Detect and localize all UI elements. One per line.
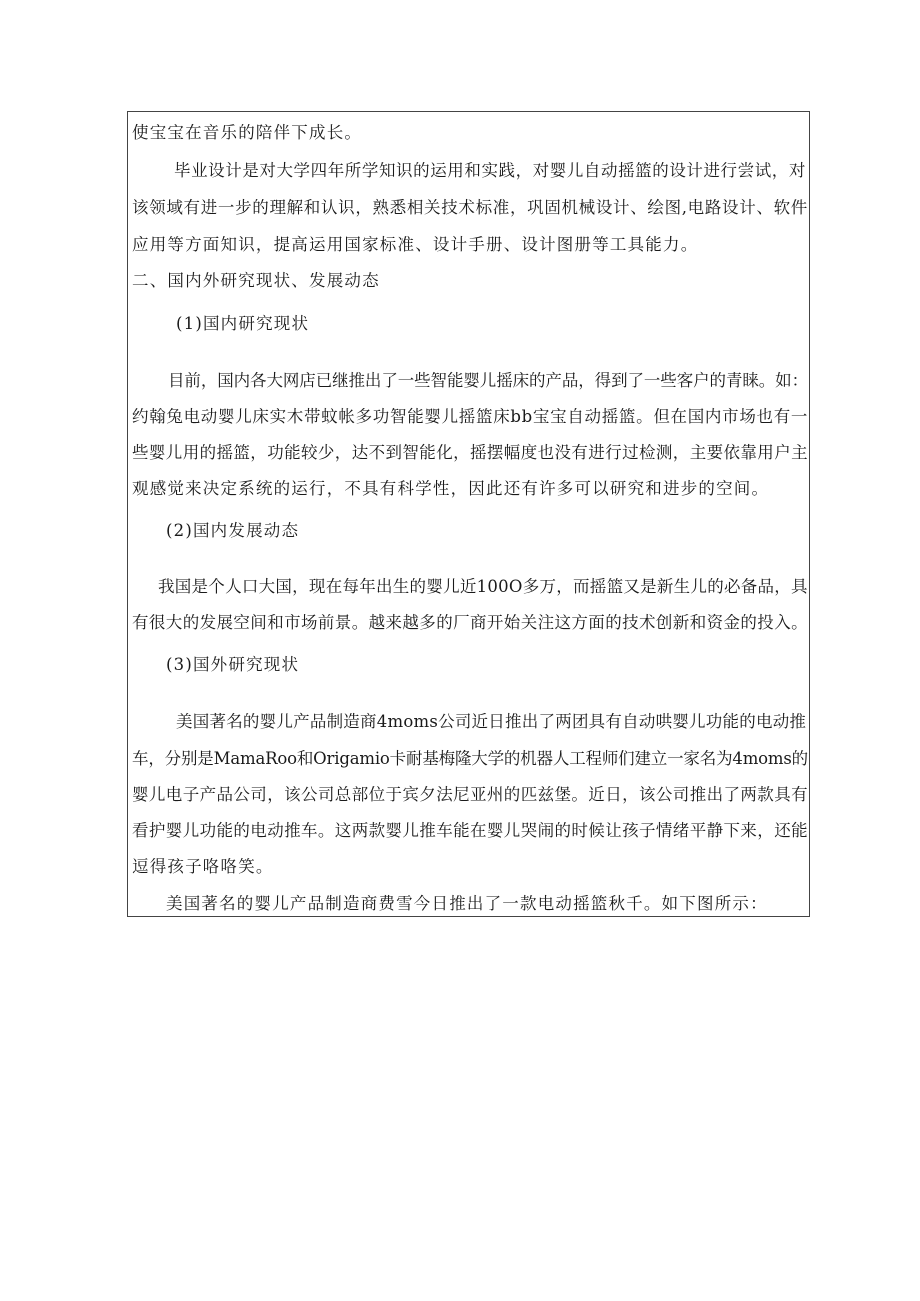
text-line: 毕业设计是对大学四年所学知识的运用和实践，对婴儿自动摇篮的设计进行尝试，对 <box>174 161 806 180</box>
text-line: 使宝宝在音乐的陪伴下成长。 <box>132 123 363 142</box>
document-frame <box>127 111 810 917</box>
section-heading: 二、国内外研究现状、发展动态 <box>132 271 380 290</box>
text-line: 看护婴儿功能的电动推车。这两款婴儿推车能在婴儿哭闹的时候让孩子情绪平静下来，还能 <box>132 821 808 840</box>
subsection-heading: (1)国内研究现状 <box>176 314 310 333</box>
text-line: 约翰兔电动婴儿床实木带蚊帐多功智能婴儿摇篮床bb宝宝自动摇篮。但在国内市场也有一 <box>132 407 809 426</box>
text-line: 车，分别是MamaRoo和Origamio卡耐基梅隆大学的机器人工程师们建立一家名为4moms的 <box>132 749 809 768</box>
text-line: 婴儿电子产品公司，该公司总部位于宾夕法尼亚州的匹兹堡。近日，该公司推出了两款具有 <box>132 785 808 804</box>
text-line: 目前，国内各大网店已继推出了一些智能婴儿摇床的产品，得到了一些客户的青睐。如： <box>168 371 808 390</box>
text-line: 逗得孩子咯咯笑。 <box>132 857 274 876</box>
text-line: 美国著名的婴儿产品制造商费雪今日推出了一款电动摇篮秋千。如下图所示： <box>166 894 768 913</box>
subsection-heading: (2)国内发展动态 <box>166 521 300 540</box>
text-line: 我国是个人口大国，现在每年出生的婴儿近100O多万，而摇篮又是新生儿的必备品，具 <box>158 577 808 596</box>
text-line: 美国著名的婴儿产品制造商4moms公司近日推出了两团具有自动哄婴儿功能的电动推 <box>176 712 807 731</box>
text-line: 该领域有进一步的理解和认识，熟悉相关技术标准，巩固机械设计、绘图,电路设计、软件 <box>132 198 808 217</box>
text-line: 些婴儿用的摇篮，功能较少，达不到智能化，摇摆幅度也没有进行过检测，主要依靠用户主 <box>132 443 808 462</box>
text-line: 应用等方面知识，提高运用国家标准、设计手册、设计图册等工具能力。 <box>132 235 699 254</box>
subsection-heading: (3)国外研究现状 <box>166 655 300 674</box>
text-line: 观感觉来决定系统的运行，不具有科学性，因此还有许多可以研究和进步的空间。 <box>132 479 770 498</box>
text-line: 有很大的发展空间和市场前景。越来越多的厂商开始关注这方面的技术创新和资金的投入。 <box>132 613 808 632</box>
